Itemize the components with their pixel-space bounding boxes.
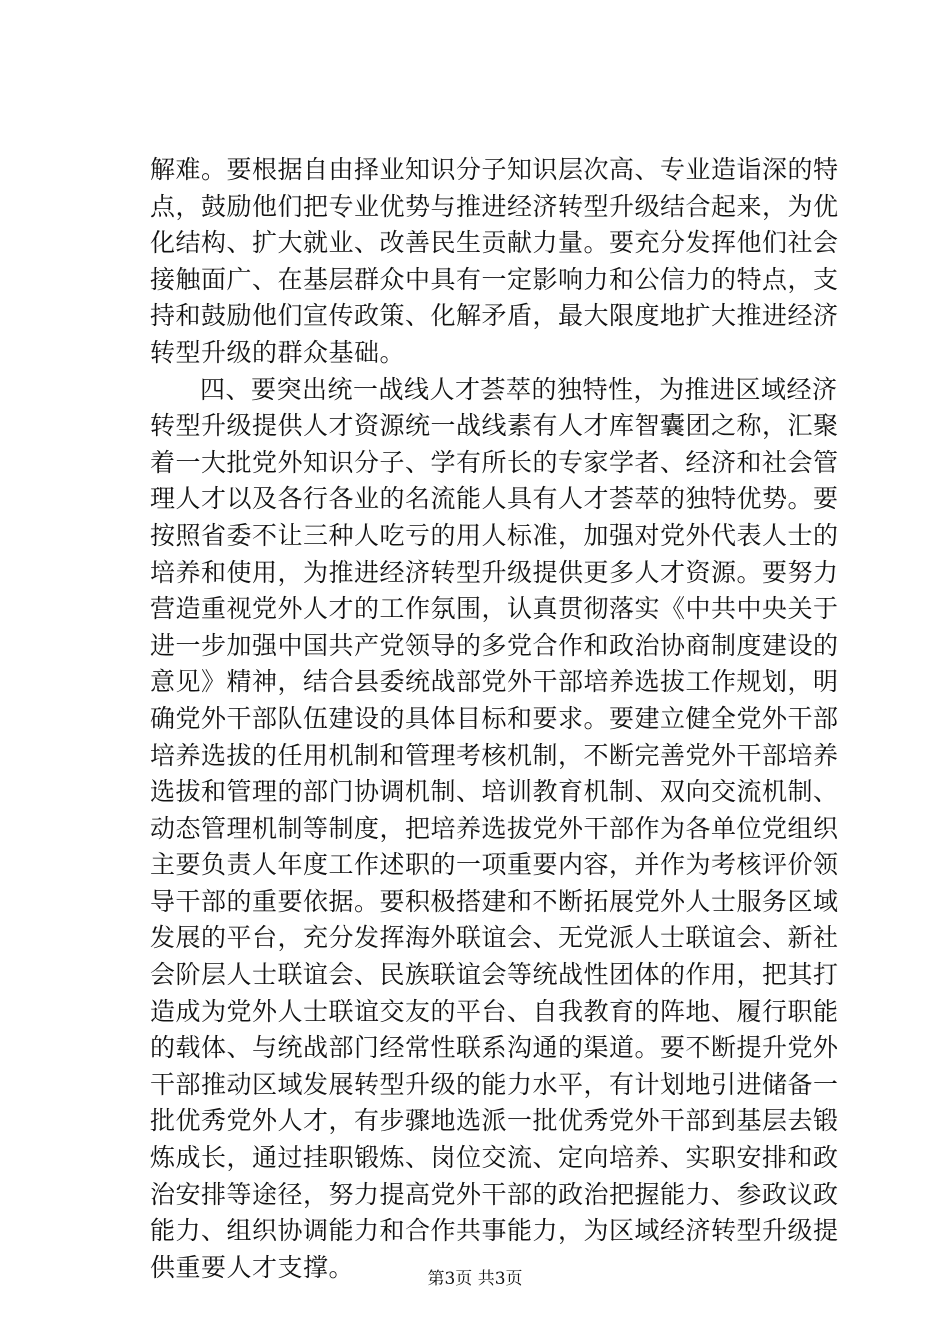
text-line: 治安排等途径，努力提高党外干部的政治把握能力、参政议政 (150, 1179, 839, 1209)
text-line: 培养选拔的任用机制和管理考核机制，不断完善党外干部培养 (150, 740, 839, 770)
text-line: 转型升级的群众基础。 (150, 337, 406, 367)
text-line: 进一步加强中国共产党领导的多党合作和政治协商制度建设的 (150, 630, 839, 660)
text-line: 培养和使用，为推进经济转型升级提供更多人才资源。要努力 (150, 557, 839, 587)
text-line: 营造重视党外人才的工作氛围，认真贯彻落实《中共中央关于 (150, 594, 839, 624)
text-line: 选拔和管理的部门协调机制、培训教育机制、双向交流机制、 (150, 777, 839, 807)
text-line: 会阶层人士联谊会、民族联谊会等统战性团体的作用，把其打 (150, 960, 839, 990)
text-line: 意见》精神，结合县委统战部党外干部培养选拔工作规划，明 (150, 667, 839, 697)
text-line: 发展的平台，充分发挥海外联谊会、无党派人士联谊会、新社 (150, 923, 839, 953)
text-line: 着一大批党外知识分子、学有所长的专家学者、经济和社会管 (150, 447, 839, 477)
text-line: 理人才以及各行各业的名流能人具有人才荟萃的独特优势。要 (150, 484, 839, 514)
text-line: 持和鼓励他们宣传政策、化解矛盾，最大限度地扩大推进经济 (150, 301, 839, 331)
body-text (150, 152, 839, 1286)
text-line: 能力、组织协调能力和合作共事能力，为区域经济转型升级提 (150, 1216, 839, 1246)
text-line: 接触面广、在基层群众中具有一定影响力和公信力的特点，支 (150, 264, 839, 294)
text-line: 主要负责人年度工作述职的一项重要内容，并作为考核评价领 (150, 850, 839, 880)
text-line: 供重要人才支撑。 (150, 1252, 355, 1282)
text-line: 的载体、与统战部门经常性联系沟通的渠道。要不断提升党外 (150, 1033, 839, 1063)
text-line: 动态管理机制等制度，把培养选拔党外干部作为各单位党组织 (150, 813, 839, 843)
text-line: 批优秀党外人才，有步骤地选派一批优秀党外干部到基层去锻 (150, 1106, 839, 1136)
page-number-footer: 第3页 共3页 (427, 1269, 523, 1289)
text-line: 四、要突出统一战线人才荟萃的独特性，为推进区域经济 (200, 374, 838, 404)
text-line: 转型升级提供人才资源统一战线素有人才库智囊团之称，汇聚 (150, 411, 839, 441)
text-line: 确党外干部队伍建设的具体目标和要求。要建立健全党外干部 (150, 703, 839, 733)
text-line: 解难。要根据自由择业知识分子知识层次高、专业造诣深的特 (150, 155, 839, 184)
text-line: 按照省委不让三种人吃亏的用人标准，加强对党外代表人士的 (150, 520, 839, 550)
text-line: 造成为党外人士联谊交友的平台、自我教育的阵地、履行职能 (150, 996, 839, 1026)
text-line: 干部推动区域发展转型升级的能力水平，有计划地引进储备一 (150, 1069, 839, 1099)
text-line: 点，鼓励他们把专业优势与推进经济转型升级结合起来，为优 (150, 191, 839, 221)
text-line: 化结构、扩大就业、改善民生贡献力量。要充分发挥他们社会 (150, 228, 839, 258)
text-line: 导干部的重要依据。要积极搭建和不断拓展党外人士服务区域 (150, 886, 839, 916)
text-line: 炼成长，通过挂职锻炼、岗位交流、定向培养、实职安排和政 (150, 1143, 839, 1173)
